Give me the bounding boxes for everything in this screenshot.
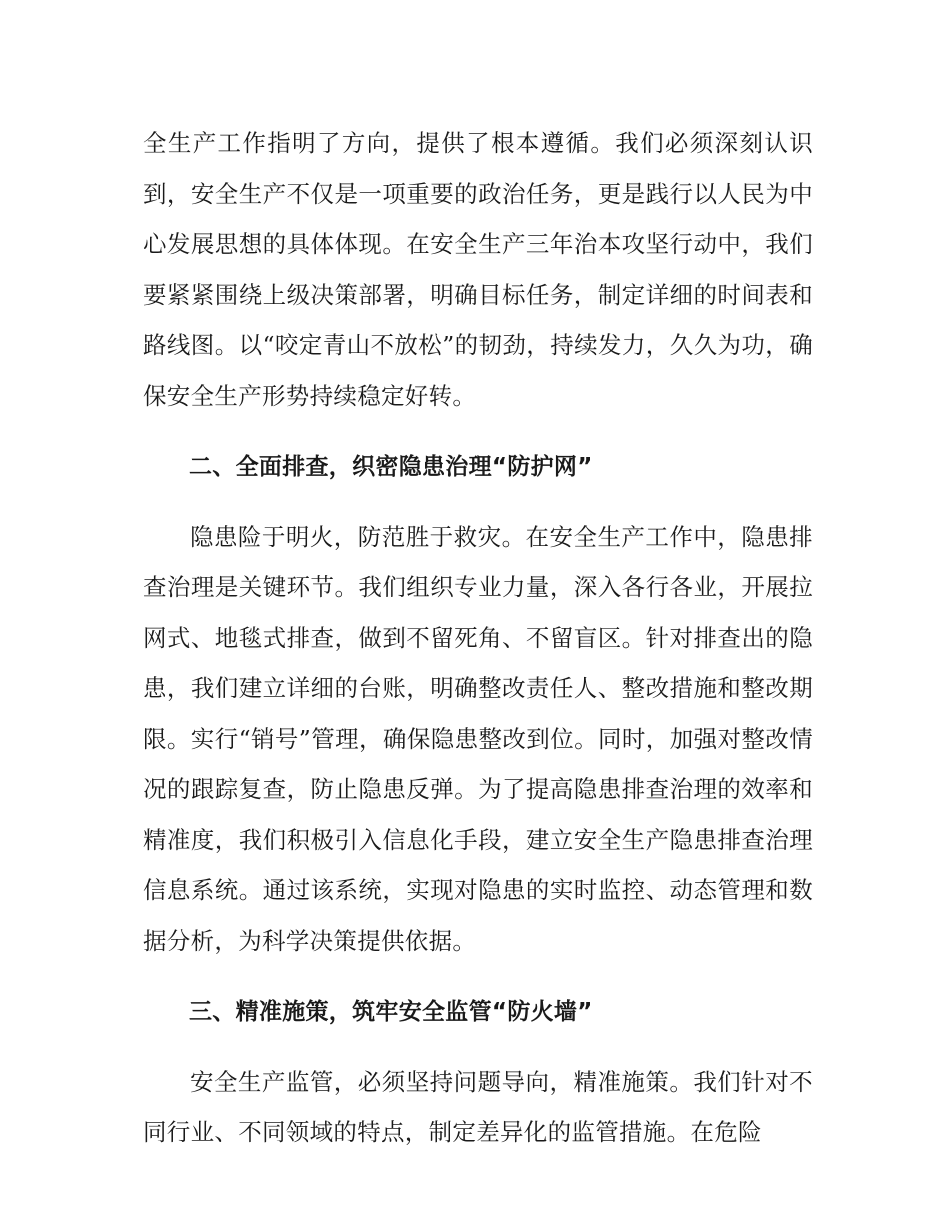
section-heading-3: 三、精准施策，筑牢安全监管“防火墙” xyxy=(189,999,593,1025)
spacer xyxy=(143,966,813,987)
spacer xyxy=(143,421,813,442)
spacer xyxy=(143,1038,813,1057)
section-heading-2: 二、全面排查，织密隐患治理“防护网” xyxy=(189,454,593,480)
body-paragraph-supervision: 安全生产监管，必须坚持问题导向，精准施策。我们针对不同行业、不同领域的特点，制定差异化的监管措施。在危险 xyxy=(143,1067,813,1146)
body-paragraph-continuation: 全生产工作指明了方向，提供了根本遵循。我们必须深刻认识到，安全生产不仅是一项重要的政治任务，更是践行以人民为中心发展思想的具体体现。在安全生产三年治本攻坚行动中，我们要紧紧围绕上级决策部署，明确目标任务，制定详细的时间表和路线图。以“咬定青山不放松”的韧劲，持续发力，久久为功，确保安全生产形势持续稳定好转。 xyxy=(143,129,813,410)
spacer xyxy=(143,493,813,512)
body-paragraph-hazard-inspection: 隐患险于明火，防范胜于救灾。在安全生产工作中，隐患排查治理是关键环节。我们组织专业力量，深入各行各业，开展拉网式、地毯式排查，做到不留死角、不留盲区。针对排查出的隐患，我们建立详细的台账，明确整改责任人、整改措施和整改期限。实行“销号”管理，确保隐患整改到位。同时，加强对整改情况的跟踪复查，防止隐患反弹。为了提高隐患排查治理的效率和精准度，我们积极引入信息化手段，建立安全生产隐患排查治理信息系统。通过该系统，实现对隐患的实时监控、动态管理和数据分析，为科学决策提供依据。 xyxy=(143,522,813,955)
document-body xyxy=(143,118,813,1158)
